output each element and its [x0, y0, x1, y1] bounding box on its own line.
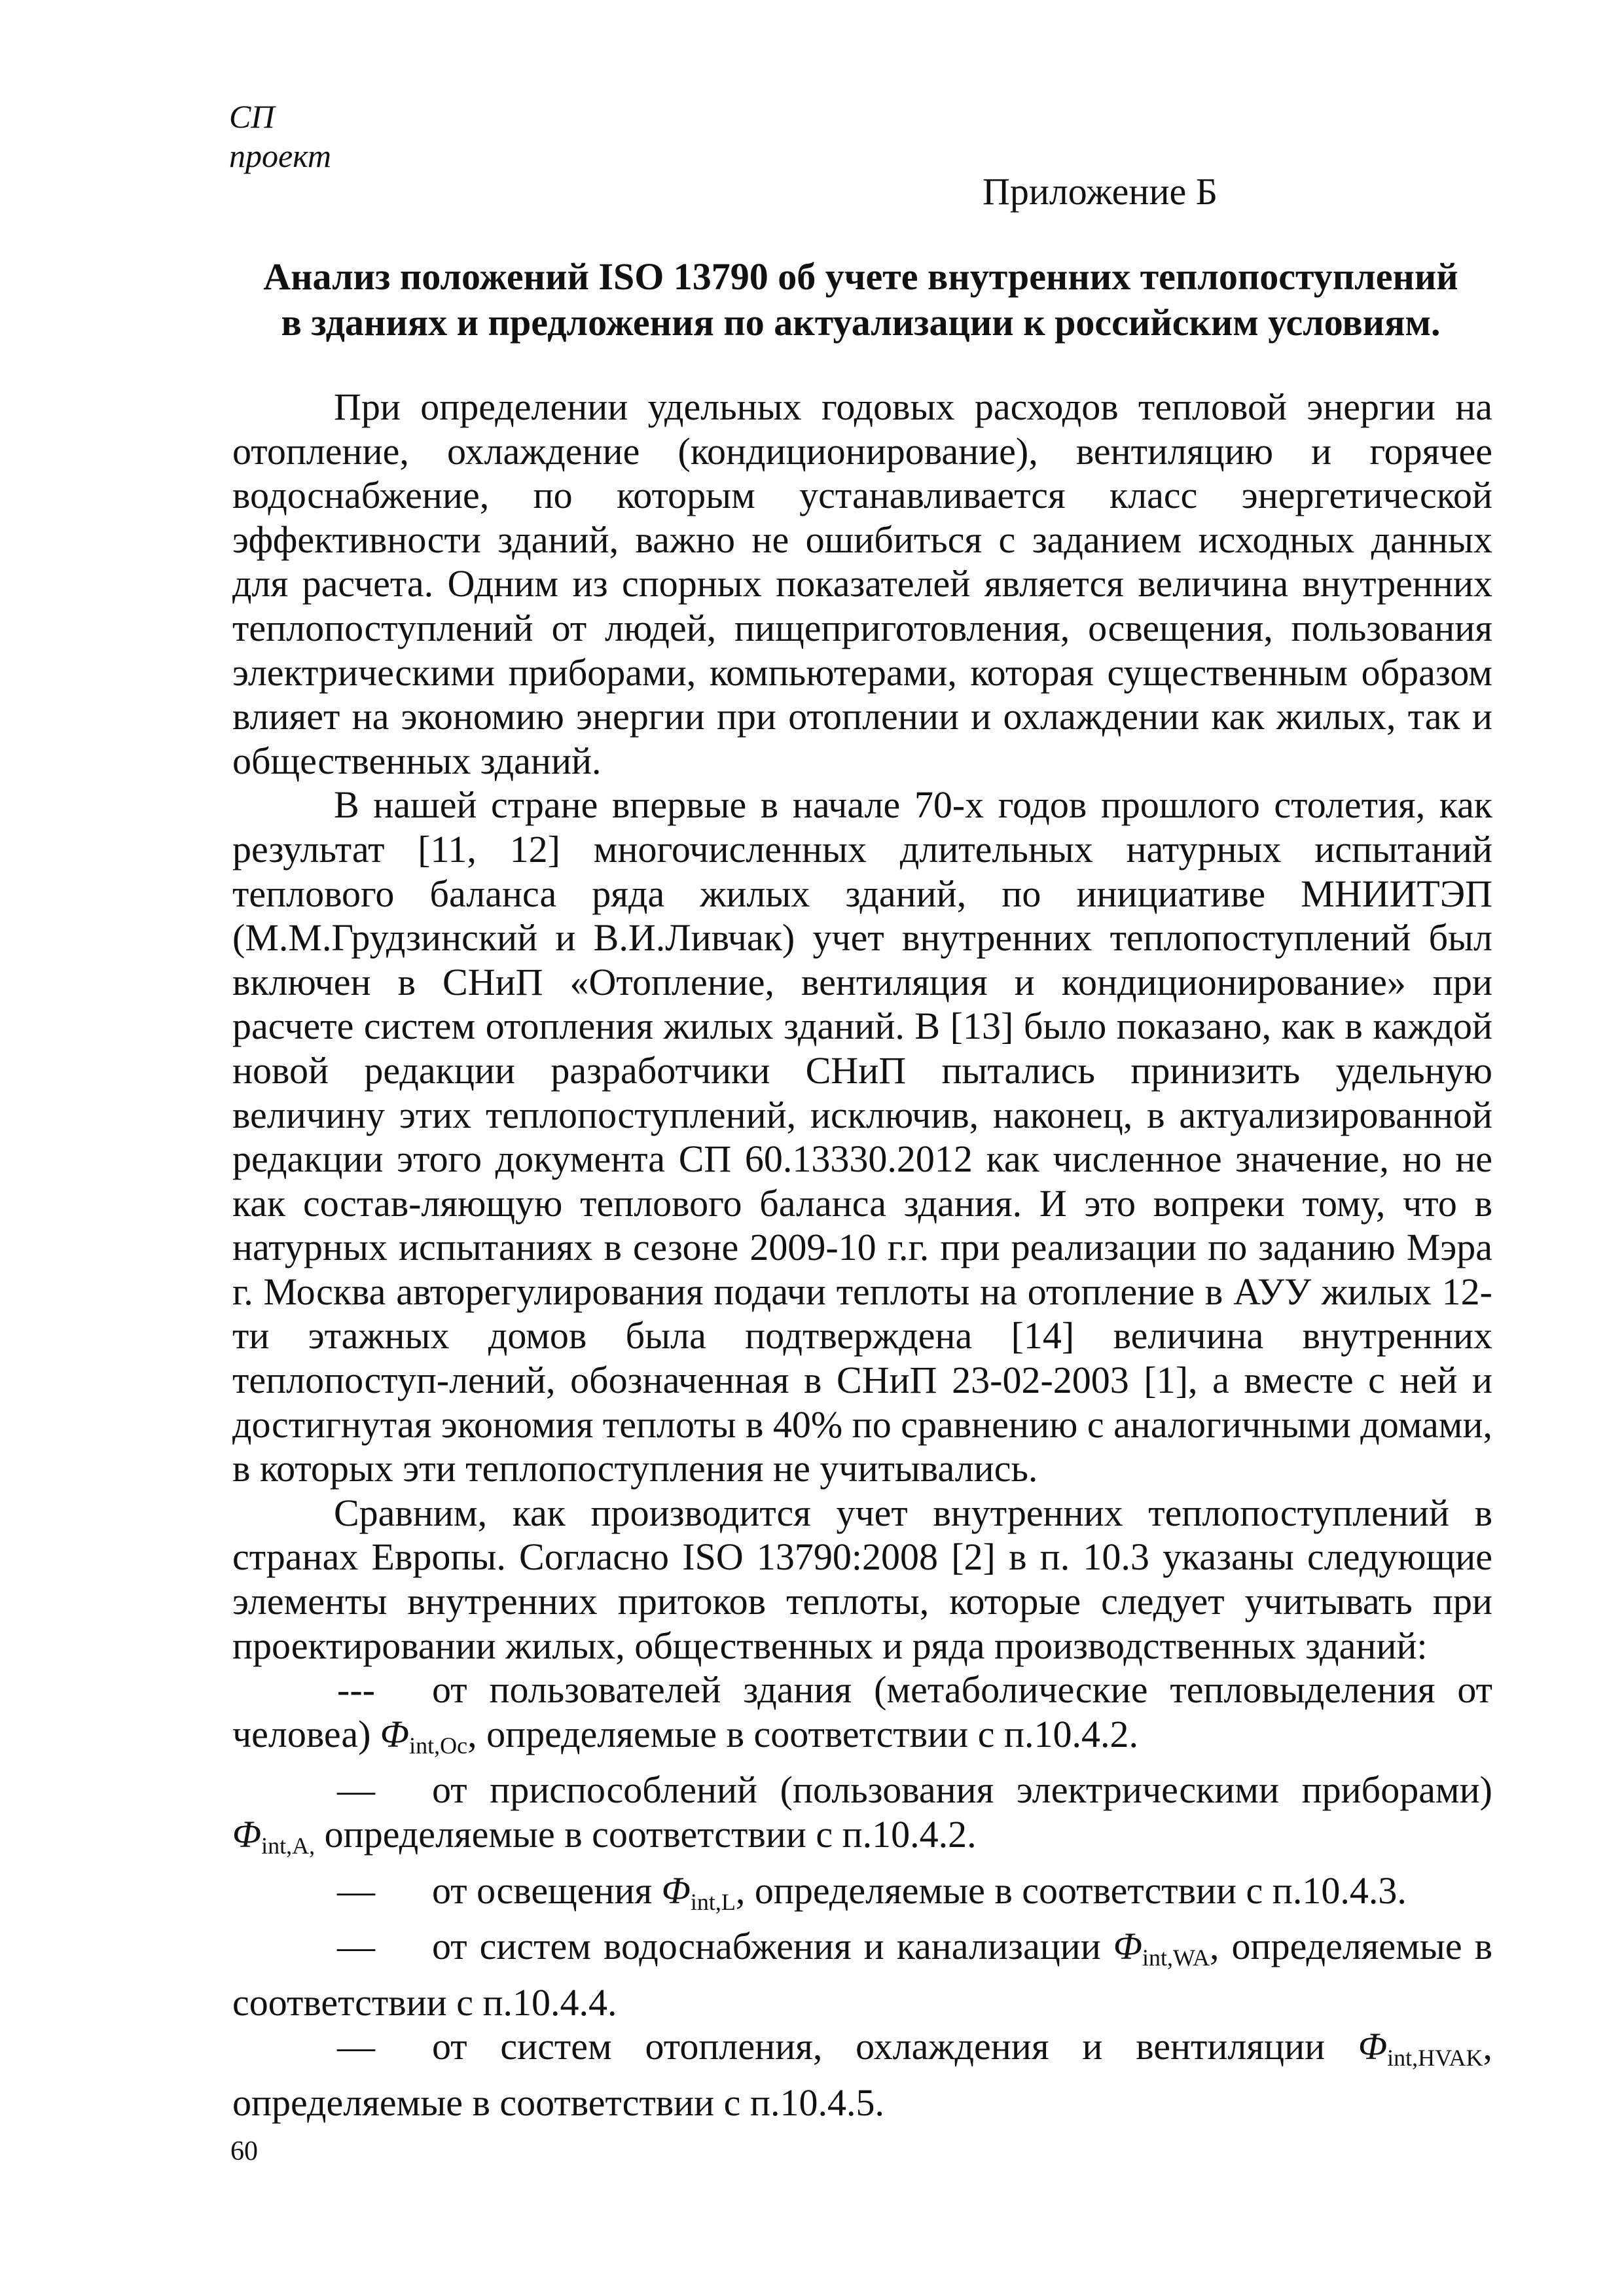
- list-dash: —: [337, 2025, 375, 2068]
- symbol-subscript: int,Oc: [409, 1732, 468, 1759]
- page-number: 60: [230, 2136, 258, 2166]
- list-item: [232, 1668, 1492, 1768]
- list-item: [232, 2024, 1492, 2125]
- body-text: [232, 385, 1492, 2125]
- symbol-subscript: int,L: [690, 1888, 736, 1915]
- paragraph-3: Сравним, как производится учет внутренних теплопоступлений в странах Европы. Согласно ISO 13790:2008 [2] в п. 10.3 указаны следующие элементы внутренних притоков теплоты, которые следует учитывать при проектировании жилых, общественных и ряда производственных зданий:: [232, 1491, 1492, 1667]
- symbol-subscript: int,WA: [1142, 1945, 1210, 1971]
- symbol-subscript: int,HVAK: [1387, 2045, 1483, 2072]
- list-dash: —: [337, 1768, 375, 1812]
- phi-symbol: Φ: [661, 1869, 691, 1912]
- document-code: [229, 97, 331, 175]
- list-item-text: от пользователей здания (метаболические тепловыделения от человеа): [232, 1668, 1492, 1755]
- list-item-text-end: , определяемые в соответствии с п.10.4.3.: [735, 1869, 1407, 1912]
- list-item-text-end: , определяемые в соответствии с п.10.4.4.: [232, 1925, 1493, 2024]
- list-item: [232, 1924, 1492, 2024]
- list-item-text-end: определяемые в соответствии с п.10.4.2.: [315, 1813, 977, 1856]
- symbol-subscript: int,A,: [261, 1833, 316, 1859]
- list-item-text: от систем отопления, охлаждения и вентиляции: [432, 2025, 1358, 2068]
- phi-symbol: Φ: [1113, 1925, 1143, 1968]
- list-dash: —: [337, 1925, 375, 1968]
- appendix-title: Приложение Б: [982, 170, 1218, 213]
- list-item-text-end: , определяемые в соответствии с п.10.4.5.: [232, 2025, 1492, 2124]
- list-item: [232, 1869, 1492, 1925]
- phi-symbol: Φ: [232, 1813, 262, 1856]
- list-dash: —: [337, 1869, 375, 1912]
- phi-symbol: Φ: [380, 1712, 410, 1755]
- document-status-label: проект: [229, 137, 332, 174]
- list-dash: ---: [337, 1668, 375, 1712]
- paragraph-1: При определении удельных годовых расходов тепловой энергии на отопление, охлаждение (кондиционирование), вентиляцию и горячее водоснабжение, по которым устанавливается класс энергетической эффективности зданий, важно не ошибиться с заданием исходных данных для расчета. Одним из спорных показателей является величина внутренних теплопоступлений от людей, пищеприготовления, освещения, пользования электрическими приборами, компьютерами, которая существенным образом влияет на экономию энергии при отоплении и охлаждении как жилых, так и общественных зданий.: [232, 386, 1492, 782]
- document-title-line-1: Анализ положений ISO 13790 об учете внутренних теплопоступлений: [263, 255, 1458, 298]
- list-item-text-end: , определяемые в соответствии с п.10.4.2.: [467, 1712, 1139, 1755]
- paragraph-2: В нашей стране впервые в начале 70-х годов прошлого столетия, как результат [11, 12] многочисленных длительных натурных испытаний теплового баланса ряда жилых зданий, по инициативе МНИИТЭП (М.М.Грудзинский и В.И.Ливчак) учет внутренних теплопоступлений был включен в СНиП «Отопление, вентиляция и кондиционирование» при расчете систем отопления жилых зданий. В [13] было показано, как в каждой новой редакции разработчики СНиП пытались принизить удельную величину этих теплопоступлений, исключив, наконец, в актуализированной редакции этого документа СП 60.13330.2012 как численное значение, но не как состав-ляющую теплового баланса здания. И это вопреки тому, что в натурных испытаниях в сезоне 2009-10 г.г. при реализации по заданию Мэра г. Москва авторегулирования подачи теплоты на отопление в АУУ жилых 12-ти этажных домов была подтверждена [14] величина внутренних теплопоступ-лений, обозначенная в СНиП 23-02-2003 [1], а вместе с ней и достигнутая экономия теплоты в 40% по сравнению с аналогичными домами, в которых эти теплопоступления не учитывались.: [232, 783, 1492, 1490]
- document-code-label: СП: [229, 98, 275, 135]
- list-item-text: от систем водоснабжения и канализации: [432, 1925, 1113, 1968]
- document-title: [229, 254, 1492, 346]
- phi-symbol: Φ: [1358, 2025, 1388, 2068]
- list-item-text: от приспособлений (пользования электрическими приборами): [432, 1768, 1492, 1812]
- list-item: [232, 1768, 1492, 1868]
- document-title-line-2: в зданиях и предложения по актуализации к российским условиям.: [281, 301, 1441, 344]
- list-item-text: от освещения: [432, 1869, 662, 1912]
